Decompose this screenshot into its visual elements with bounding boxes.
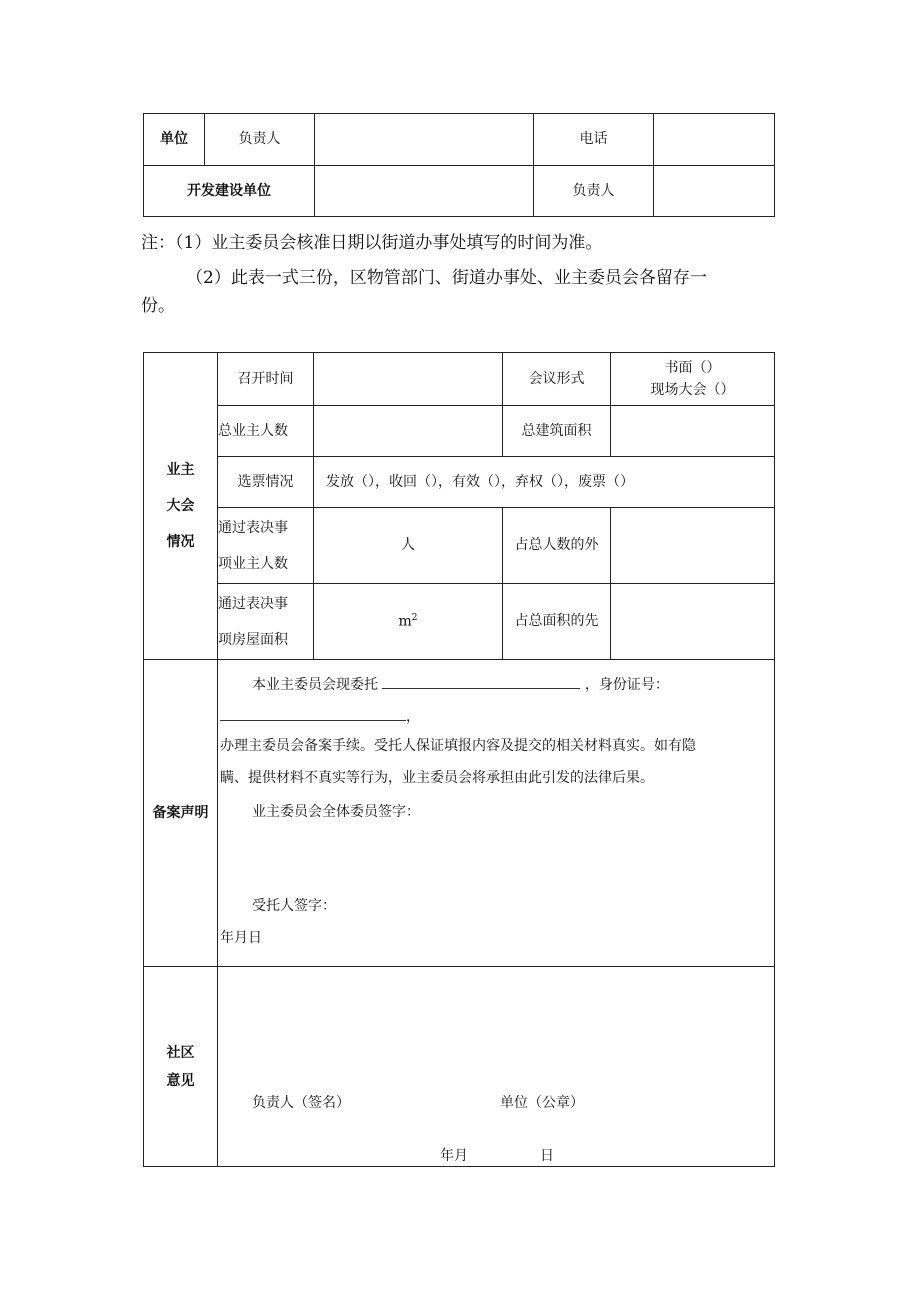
phone-value-cell[interactable] [654, 114, 775, 166]
developer-leader-label: 负责人 [534, 166, 654, 217]
persons-unit[interactable]: 人 [314, 508, 503, 584]
leader-label: 负责人 [205, 114, 315, 166]
note-line-2: （2）此表一式三份，区物管部门、街道办事处、业主委员会各留存一 [186, 268, 707, 288]
declaration-section-label: 备案声明 [144, 660, 218, 967]
developer-leader-value-cell[interactable] [654, 166, 775, 217]
total-area-value-cell[interactable] [611, 406, 775, 457]
agent-sign-label: 受托人签字： [252, 898, 336, 914]
meeting-section-label: 业主 大会 情况 [144, 353, 218, 660]
unit-label: 单位 [144, 114, 205, 166]
developer-value-cell[interactable] [315, 166, 534, 217]
id-number-blank[interactable] [220, 706, 406, 721]
meeting-time-label: 召开时间 [218, 353, 314, 406]
pct-owners-label: 占总人数的外 [503, 508, 611, 584]
unit-seal-label: 单位（公章） [500, 1095, 584, 1111]
pct-owners-value-cell[interactable] [611, 508, 775, 584]
note-line-3: 份。 [141, 296, 175, 316]
total-area-label: 总建筑面积 [503, 406, 611, 457]
declaration-content [218, 660, 775, 967]
declaration-line-1: 本业主委员会现委托 ，身份证号： [252, 674, 669, 694]
agent-name-blank[interactable] [382, 674, 580, 689]
declaration-date: 年月日 [220, 930, 262, 946]
leader-value-cell[interactable] [315, 114, 534, 166]
declaration-line-2: ， [220, 706, 420, 726]
ballot-label: 选票情况 [218, 457, 314, 508]
pct-area-label: 占总面积的先 [503, 584, 611, 660]
unit-info-table [143, 113, 775, 217]
meeting-form-options[interactable]: 书面（） 现场大会（） [611, 353, 775, 406]
total-owners-value-cell[interactable] [314, 406, 503, 457]
meeting-form-label: 会议形式 [503, 353, 611, 406]
phone-label: 电话 [534, 114, 654, 166]
declaration-line-4: 瞒、提供材料不真实等行为，业主委员会将承担由此引发的法律后果。 [220, 770, 654, 786]
leader-sign-label: 负责人（签名） [252, 1095, 350, 1111]
total-owners-label: 总业主人数 [218, 406, 314, 457]
community-opinion-content[interactable] [218, 967, 775, 1167]
community-section-label: 社区 意见 [144, 967, 218, 1167]
pct-area-value-cell[interactable] [611, 584, 775, 660]
passed-owners-label: 通过表决事 项业主人数 [218, 508, 314, 584]
note-line-1: 注：（1）业主委员会核准日期以街道办事处填写的时间为准。 [141, 233, 603, 253]
ballot-detail[interactable]: 发放（），收回（），有效（），弃权（），废票（） [314, 457, 775, 508]
passed-area-label: 通过表决事 项房屋面积 [218, 584, 314, 660]
meeting-time-value-cell[interactable] [314, 353, 503, 406]
area-unit[interactable]: $m^2$ [314, 584, 503, 660]
declaration-line-3: 办理主委员会备案手续。受托人保证填报内容及提交的相关材料真实。如有隐 [220, 738, 696, 754]
community-date-d: 日 [540, 1148, 554, 1164]
developer-label: 开发建设单位 [144, 166, 315, 217]
members-sign-label: 业主委员会全体委员签字： [252, 804, 420, 820]
community-date-ym: 年月 [440, 1148, 468, 1164]
filing-table [143, 352, 775, 1167]
